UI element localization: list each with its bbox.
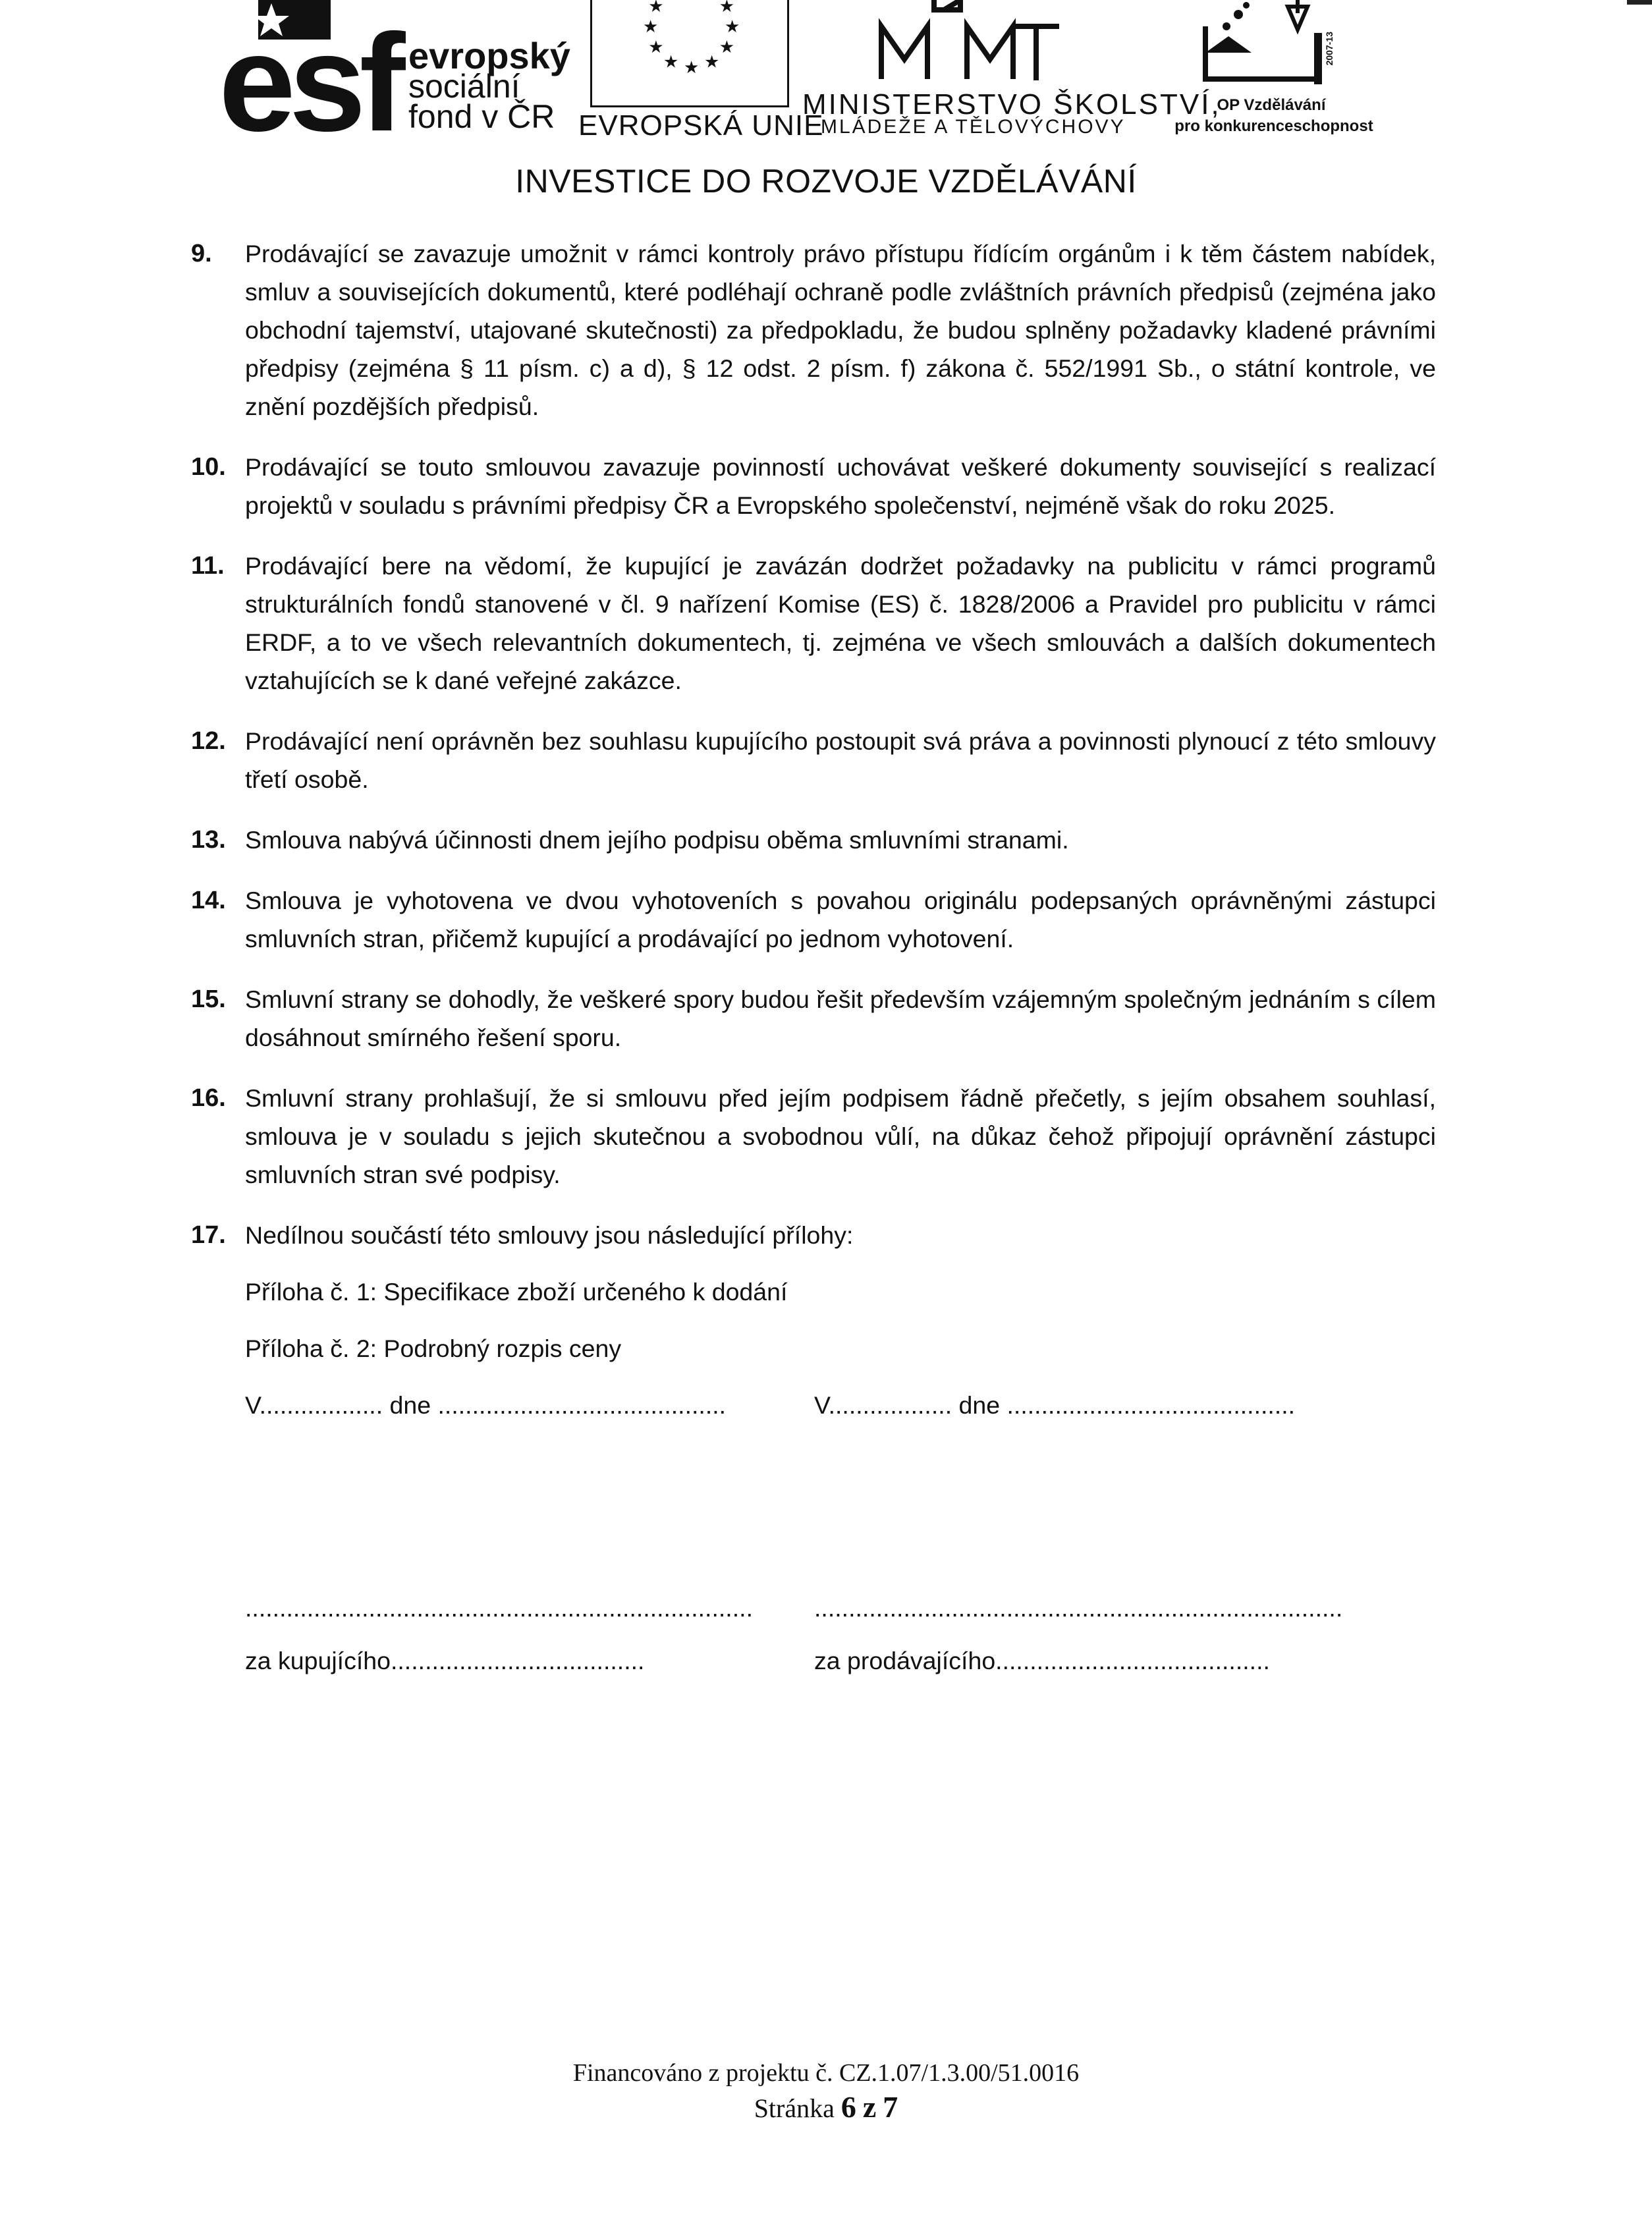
clause-text: Smluvní strany se dohodly, že veškeré spory budou řešit především vzájemným společným jednáním s cílem dosáhnout smírného řešení sporu.	[245, 985, 1436, 1051]
svg-text:esf: esf	[219, 5, 399, 138]
eu-star-icon: ★	[643, 17, 659, 37]
clause-number: 12.	[191, 727, 226, 755]
signature-lines	[191, 1589, 1436, 1627]
clause-number: 16.	[191, 1084, 226, 1112]
clause-12	[191, 722, 1436, 798]
eu-star-icon: ★	[719, 0, 735, 16]
page-current: 6	[840, 2090, 856, 2124]
header-logos	[0, 0, 1652, 158]
clause-number: 17.	[191, 1221, 226, 1249]
op-years: 2007-13	[1324, 32, 1335, 66]
msmt-line-1: MINISTERSTVO ŠKOLSTVÍ,	[802, 88, 1221, 121]
clause-14	[191, 881, 1436, 958]
eu-star-icon: ★	[648, 0, 664, 16]
footer-page-number	[0, 2089, 1652, 2126]
place-date-row	[191, 1386, 1436, 1424]
clause-number: 10.	[191, 453, 226, 481]
clause-16	[191, 1079, 1436, 1194]
attachment-2: Příloha č. 2: Podrobný rozpis ceny	[245, 1335, 622, 1362]
signature-label-buyer: za kupujícího.....................................	[245, 1647, 645, 1674]
scan-edge-mark	[1627, 0, 1652, 5]
eu-star-icon: ★	[719, 38, 735, 57]
eu-star-icon: ★	[725, 17, 740, 37]
eu-flag-icon	[590, 0, 789, 107]
eu-star-icon: ★	[704, 52, 720, 72]
attachment-1: Příloha č. 1: Specifikace zboží určeného k dodání	[245, 1278, 788, 1306]
clause-number: 15.	[191, 985, 226, 1013]
eu-star-icon: ★	[648, 38, 664, 57]
msmt-logo-icon	[868, 0, 1066, 83]
esf-wordmark	[408, 35, 570, 135]
slogan: INVESTICE DO ROZVOJE VZDĚLÁVÁNÍ	[515, 163, 1137, 200]
eu-star-icon: ★	[663, 52, 679, 72]
clause-text: Prodávající se zavazuje umožnit v rámci kontroly právo přístupu řídícím orgánům i k těm částem nabídek, smluv a souvisejících dokumentů, které podléhají ochraně podle zvláštních právních předpisů (zejména jako obchodní tajemství, utajované skutečnosti) za předpokladu, že budou splněny požadavky kladené právními předpisy (zejména § 11 písm. c) a d), § 12 odst. 2 písm. f) zákona č. 552/1991 Sb., o státní kontrole, ve znění pozdějších předpisů.	[245, 240, 1436, 420]
signature-block	[191, 1589, 1436, 1680]
esf-line-2: sociální	[408, 68, 520, 105]
clause-number: 13.	[191, 826, 226, 854]
footer-project: Financováno z projektu č. CZ.1.07/1.3.00/51.0016	[572, 2059, 1080, 2087]
signature-line-seller: .............................................................................	[814, 1594, 1343, 1622]
signature-line-buyer: ..........................................................................	[245, 1594, 753, 1622]
clause-text: Prodávající bere na vědomí, že kupující je zavázán dodržet požadavky na publicitu v rámci programů strukturálních fondů stanovené v čl. 9 nařízení Komise (ES) č. 1828/2006 a Pravidel pro publicitu v rámci ERDF, a to ve všech relevantních dokumentech, tj. zejména ve všech smlouvách a dalších dokumentech vztahujících se k dané veřejné zakázce.	[245, 552, 1436, 694]
place-date-buyer: V.................. dne ..........................................	[245, 1391, 727, 1419]
clause-9	[191, 235, 1436, 426]
page-word: Stránka	[754, 2093, 835, 2123]
clause-17	[191, 1216, 1436, 1254]
clause-10	[191, 448, 1436, 524]
op-line-2: pro konkurenceschopnost	[1174, 117, 1373, 135]
page-footer	[0, 2057, 1652, 2126]
msmt-line-2: MLÁDEŽE A TĚLOVÝCHOVY	[821, 116, 1126, 138]
page-of: z	[862, 2090, 877, 2124]
clause-15	[191, 980, 1436, 1057]
clause-text: Prodávající není oprávněn bez souhlasu kupujícího postoupit svá práva a povinnosti plynoucí z této smlouvy třetí osobě.	[245, 727, 1436, 793]
clause-number: 9.	[191, 240, 212, 267]
eu-star-icon: ★	[684, 58, 700, 78]
clause-number: 11.	[191, 552, 225, 580]
clause-text: Nedílnou součástí této smlouvy jsou následující přílohy:	[245, 1221, 854, 1249]
esf-line-1: evropský	[408, 35, 570, 76]
clause-number: 14.	[191, 887, 226, 914]
clause-text: Prodávající se touto smlouvou zavazuje povinností uchovávat veškeré dokumenty související s realizací projektů v souladu s právními předpisy ČR a Evropského společenství, nejméně však do roku 2025.	[245, 453, 1436, 519]
clause-11	[191, 547, 1436, 700]
clause-text: Smlouva je vyhotovena ve dvou vyhotoveních s povahou originálu podepsaných oprávněnými zástupci smluvních stran, přičemž kupující a prodávající po jednom vyhotovení.	[245, 887, 1436, 953]
esf-logo-icon	[219, 0, 410, 138]
esf-line-3: fond v ČR	[408, 98, 555, 135]
signature-label-seller: za prodávajícího........................................	[814, 1647, 1270, 1674]
place-date-seller: V.................. dne ..........................................	[814, 1391, 1296, 1419]
page-total: 7	[883, 2090, 898, 2124]
eu-label: EVROPSKÁ UNIE	[578, 109, 824, 142]
clause-text: Smlouva nabývá účinnosti dnem jejího podpisu oběma smluvními stranami.	[245, 826, 1069, 854]
op-line-1: OP Vzdělávání	[1217, 96, 1326, 114]
signature-labels	[191, 1642, 1436, 1680]
clause-13	[191, 821, 1436, 859]
contract-body	[191, 235, 1436, 1424]
clause-text: Smluvní strany prohlašují, že si smlouvu před jejím podpisem řádně přečetly, s jejím obsahem souhlasí, smlouva je v souladu s jejich skutečnou a svobodnou vůlí, na důkaz čehož připojují oprávnění zástupci smluvních stran své podpisy.	[245, 1084, 1436, 1188]
